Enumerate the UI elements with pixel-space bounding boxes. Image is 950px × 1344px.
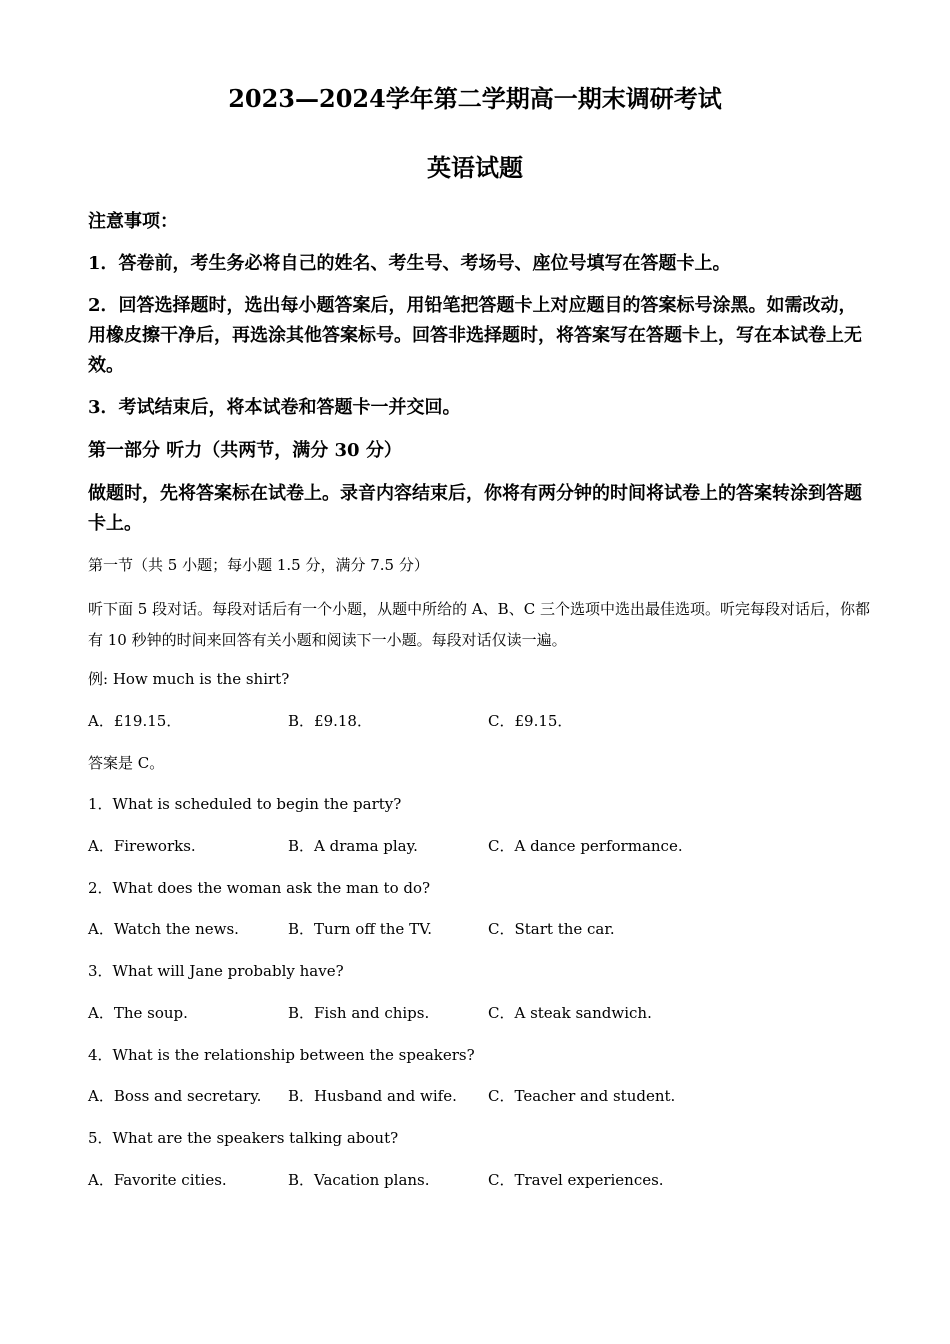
question-5-option-c: C．Travel experiences. xyxy=(488,1171,664,1189)
question-3-option-c: C．A steak sandwich. xyxy=(488,1004,652,1022)
part1-instruction: 做题时，先将答案标在试卷上。录音内容结束后，你将有两分钟的时间将试卷上的答案转涂到答题卡上。 xyxy=(88,483,862,534)
exam-title: 2023—2024学年第二学期高一期末调研考试 xyxy=(228,84,722,113)
question-1-option-a: A．Fireworks. xyxy=(88,837,196,855)
example-option-a: A．£19.15． xyxy=(88,712,182,730)
notice-item-3: 3．考试结束后，将本试卷和答题卡一并交回。 xyxy=(88,397,461,418)
question-1-option-c: C．A dance performance. xyxy=(488,837,683,855)
notice-heading: 注意事项： xyxy=(88,211,178,232)
question-5-option-a: A．Favorite cities. xyxy=(88,1171,227,1189)
question-2: 2．What does the woman ask the man to do? xyxy=(88,879,431,897)
exam-subtitle: 英语试题 xyxy=(427,153,523,182)
example-answer: 答案是 C。 xyxy=(88,754,165,772)
example-option-c: C．£9.15． xyxy=(488,712,573,730)
question-1-option-b: B．A drama play. xyxy=(288,837,418,855)
notice-item-2: 2．回答选择题时，选出每小题答案后，用铅笔把答题卡上对应题目的答案标号涂黑。如需改动，用橡皮擦干净后，再选涂其他答案标号。回答非选择题时，将答案写在答题卡上，写在本试卷上无效。 xyxy=(88,295,862,376)
question-4-option-c: C．Teacher and student. xyxy=(488,1087,676,1105)
question-4-option-a: A．Boss and secretary. xyxy=(88,1087,262,1105)
question-3-option-b: B．Fish and chips. xyxy=(288,1004,430,1022)
question-3-option-a: A．The soup. xyxy=(88,1004,188,1022)
question-2-option-c: C．Start the car. xyxy=(488,920,615,938)
question-5-option-b: B．Vacation plans. xyxy=(288,1171,430,1189)
question-1: 1．What is scheduled to begin the party? xyxy=(88,795,402,813)
part1-heading: 第一部分 听力（共两节，满分 30 分） xyxy=(88,440,402,461)
question-4-option-b: B．Husband and wife. xyxy=(288,1087,457,1105)
notice-item-1: 1．答卷前，考生务必将自己的姓名、考生号、考场号、座位号填写在答题卡上。 xyxy=(88,253,731,274)
question-2-option-a: A．Watch the news. xyxy=(88,920,239,938)
question-4: 4．What is the relationship between the speakers? xyxy=(88,1046,475,1064)
question-3: 3．What will Jane probably have? xyxy=(88,962,344,980)
example-question: 例: How much is the shirt? xyxy=(88,670,290,688)
section1-instruction: 听下面 5 段对话。每段对话后有一个小题，从题中所给的 A、B、C 三个选项中选出最佳选项。听完每段对话后，你都有 10 秒钟的时间来回答有关小题和阅读下一小题。每段对话仅读一遍。 xyxy=(88,600,870,649)
example-option-b: B．£9.18． xyxy=(288,712,372,730)
question-5: 5．What are the speakers talking about? xyxy=(88,1129,399,1147)
section1-heading: 第一节（共 5 小题；每小题 1.5 分，满分 7.5 分） xyxy=(88,556,429,574)
question-2-option-b: B．Turn off the TV. xyxy=(288,920,433,938)
